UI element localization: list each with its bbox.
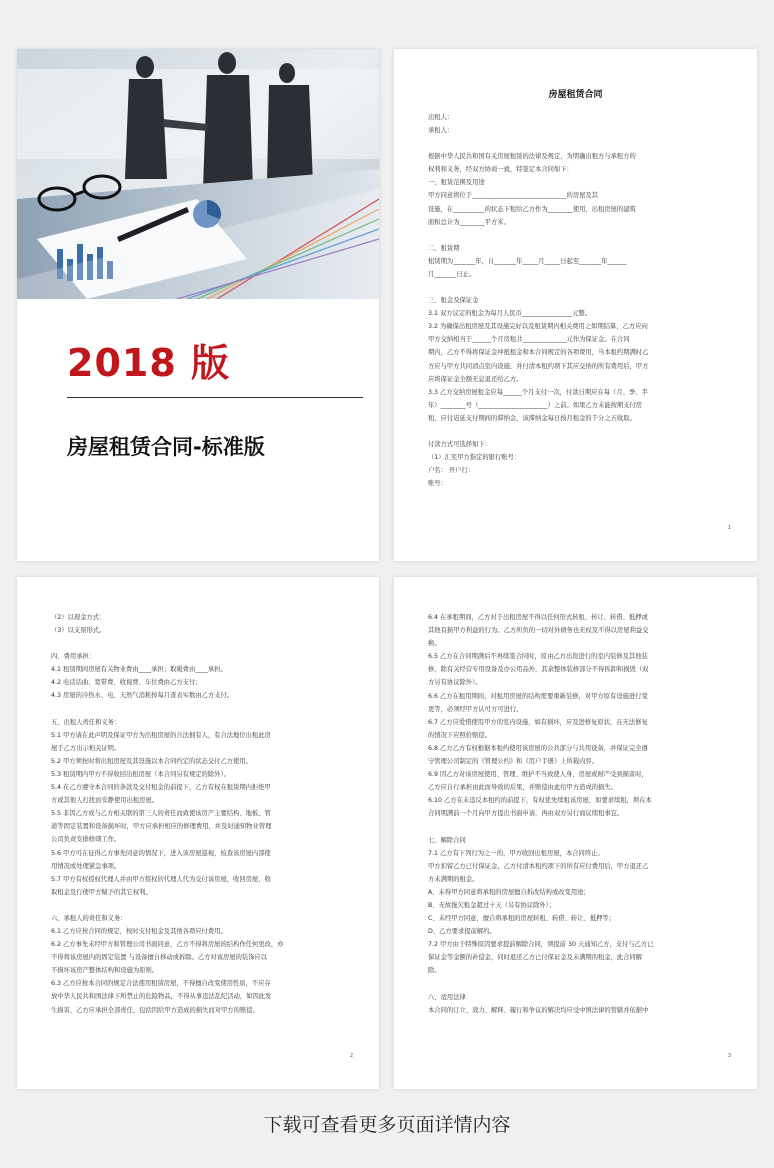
text-line: 3.3 乙方交纳房屋租金应每______个月支付一次，付款日期应在每（月、季、半 xyxy=(428,388,648,396)
cover-photo xyxy=(17,49,379,299)
text-line: 应将保证金全额无息退还给乙方。 xyxy=(428,375,523,383)
text-line: 更等，必须经甲方认可方可进行。 xyxy=(428,705,523,713)
text-line: 6.5 乙方在合同期满后不再续签合同时，原由乙方出资进行的室内装修及其他装 xyxy=(428,653,648,661)
text-line: 根据中华人民共和国有关房屋租赁的法律及规定，为明确出租方与承租方的 xyxy=(428,153,636,161)
text-line: D、乙方要求提前解约。 xyxy=(428,928,496,936)
page-2-body xyxy=(51,611,349,1017)
text-line: 期内，乙方不得将保证金冲抵租金和本合同规定的各项费用，当本租约期满时乙 xyxy=(428,349,649,357)
text-line: 6.10 乙方在未违反本租约的前提下，有权优先续租该房屋，如要求续租，须在本 xyxy=(428,797,652,805)
text-line xyxy=(428,978,727,991)
text-line: 用情况或处理紧急事项。 xyxy=(51,862,121,870)
text-line: 本合同的订立、效力、解释、履行和争议的解决均应受中国法律的管辖并依据中 xyxy=(428,1006,649,1014)
text-line: 换。 xyxy=(428,640,441,648)
text-line: 5.4 在乙方遵守本合同的条款及交付租金的前提下，乙方有权在租赁期内拒绝甲 xyxy=(51,784,271,792)
text-line: A、未得甲方同意将承租的房屋擅自拆改结构或改变用途； xyxy=(428,888,590,896)
page-number: 2 xyxy=(349,1053,353,1059)
text-line: 方另有协议除外）。 xyxy=(428,679,482,687)
text-line: （2）以现金方式： xyxy=(51,614,106,621)
text-line: 生损害，乙方应承担全部责任，包括因给甲方造成的损失而对甲方的赔偿。 xyxy=(51,1006,259,1014)
text-line xyxy=(51,899,349,912)
text-line: 3.2 为确保出租房屋及其设施完好以及租赁期内相关费用之如期结算，乙方应向 xyxy=(428,323,648,331)
page-number: 3 xyxy=(727,1053,731,1059)
text-line: 承租人： xyxy=(428,127,454,135)
text-line: 5.3 租赁期内甲方不得收回出租房屋（本合同另有规定的除外）。 xyxy=(51,770,230,778)
text-line: 5.1 甲方请在此声明及保证甲方为出租房屋的合法拥有人，有合法地位出租此房 xyxy=(51,731,271,739)
text-line: 3.1 双方议定的租金为每月人民币________________元整。 xyxy=(428,310,592,318)
text-line: 账号： xyxy=(428,480,447,488)
text-line: 面积总计为________平方米。 xyxy=(428,218,510,226)
text-line: 月_______日止。 xyxy=(428,270,476,278)
text-line: 6.2 乙方事先未经甲方和管理公司书面同意，乙方不得将房屋的结构作任何更改，亦 xyxy=(51,941,284,949)
cover-title: 房屋租赁合同-标准版 xyxy=(67,435,265,459)
text-line: 八、适用法律 xyxy=(428,993,466,1001)
text-line: B、无故拖欠租金超过十天（另有协议除外）； xyxy=(428,901,556,909)
cover-page xyxy=(17,49,379,561)
text-line: 7.1 乙方有下列行为之一的，甲方收回出租房屋，本合同终止。 xyxy=(428,849,604,857)
text-line: 的情况下应照价赔偿。 xyxy=(428,731,491,739)
text-line xyxy=(428,281,727,294)
text-line: 其他有损甲方利益的行为。乙方所负的一切对外债务也无权及不得以房屋利益交 xyxy=(428,627,649,635)
text-line: 甲方同意将位于______________________________的房屋及其 xyxy=(428,192,599,200)
text-line: 乙方应自行承担由此而导致的后果，并赔偿由此给甲方造成的损失。 xyxy=(428,784,617,792)
text-line: 6.4 在承租期间，乙方对于出租房屋不得以任何形式转租、转让、转借、抵押或 xyxy=(428,614,648,621)
document-page-3 xyxy=(394,577,757,1089)
download-more-prompt[interactable]: 下载可查看更多页面详情内容 xyxy=(263,1114,511,1136)
text-line: 除。 xyxy=(428,967,441,975)
text-line: 5.2 甲方须按时将出租房屋及其设施以本合同约定的状态交付乙方使用。 xyxy=(51,757,252,765)
text-line xyxy=(51,637,349,650)
document-page-2 xyxy=(17,577,379,1089)
text-line: 户名： 开户行： xyxy=(428,467,475,475)
text-line: C、未经甲方同意，擅自将承租的房屋转租、转借、转让、抵押等； xyxy=(428,915,616,923)
text-line: 6.3 乙方应按本合同的规定合法使用租赁房屋，不得擅自改变使用性质，不应存 xyxy=(51,980,271,988)
page-3-body xyxy=(428,611,727,1017)
text-line: 5.7 甲方有权授权代理人并由甲方授权的代理人代为交付该房屋，收回房屋，收 xyxy=(51,875,271,883)
text-line: 一、租赁范围及用途 xyxy=(428,179,485,187)
text-line: 修，除有关经营专用设备及办公用品外，其余整体装修部分不得拆卸和损毁（双 xyxy=(428,666,649,674)
text-line: 方应与甲方共同清点室内设施，并付清本租约项下其应交纳的所有费用后，甲方 xyxy=(428,362,649,370)
text-line: 设施，在__________的状态下租给乙方作为________使用，出租房屋的建筑 xyxy=(428,205,636,213)
text-line: 五、出租人责任和义务： xyxy=(51,718,121,726)
text-line: 5.6 甲方可在征得乙方事先同意的情况下，进入该房屋巡视，检查该房屋内部使 xyxy=(51,849,271,857)
text-line xyxy=(428,821,727,834)
text-line: 放中华人民共和国法律下所禁止的危险物品，不得从事违法乱纪活动，如因此发 xyxy=(51,993,272,1001)
text-line: 二、租赁期 xyxy=(428,244,460,252)
text-line: 三、租金及保证金 xyxy=(428,297,479,305)
page-number: 1 xyxy=(727,525,731,531)
text-line: 道等固定装置和设备损坏时，甲方应承担相应的修理费用，并及时通知物业管理 xyxy=(51,823,272,831)
text-line: 不得将该房屋内的固定装置 与设备擅自移动或拆除。乙方对该房屋的装饰应以 xyxy=(51,954,268,962)
text-line: 4.1 租赁期间房屋有关物业费由____承担；取暖费由____承担。 xyxy=(51,666,227,674)
text-line: 方未满期的租金。 xyxy=(428,875,479,883)
text-line: 6.9 因乙方对该房屋使用、管理、维护不当致使人身、房屋或财产受到损害时， xyxy=(428,771,648,779)
text-line: 合同期满前一个月向甲方提出书面申请，再由双方另行商议续租事宜。 xyxy=(428,810,624,818)
cover-year: 2018 版 xyxy=(67,341,230,385)
text-line: 方或其他人打扰而安静使用出租房屋。 xyxy=(51,797,159,805)
contract-title: 房屋租赁合同 xyxy=(548,90,603,100)
text-line: 年）________号（______________________）之前。如果乙方未能按期支付房 xyxy=(428,401,643,409)
document-page-1 xyxy=(394,49,757,561)
text-line: 四、费用承担： xyxy=(51,653,96,661)
text-line: 6.7 乙方应爱惜使用甲方的室内设施，如有损坏，应及进修复原状，在无法修复 xyxy=(428,718,648,726)
text-line xyxy=(428,137,727,150)
text-line: 付款方式可选择如下： xyxy=(428,440,491,448)
text-line: 甲方交纳相当于______个月房租共______________元作为保证金。在合同 xyxy=(428,336,630,344)
text-line: 甲方扣留乙方已付保证金，乙方付清本租约项下的所有应付费用后，甲方退还乙 xyxy=(428,862,649,870)
cover-divider xyxy=(67,397,363,398)
text-line: （1）汇至甲方指定的银行账号： xyxy=(428,454,521,462)
text-line: 租，应付迟延支付期间的滞纳金，该滞纳金每日按月租金的千分之五收取。 xyxy=(428,414,636,422)
text-line: 租赁期为_______年，自_______年_____月_____日起至_______年______ xyxy=(428,257,627,265)
text-line xyxy=(428,229,727,242)
text-line: 守管理公司制定的《管理公约》和《用户手册》上所载内容。 xyxy=(428,758,599,766)
page-1-body xyxy=(428,111,727,490)
text-line: 七、解除合同 xyxy=(428,836,466,844)
text-line: 不损坏该房产整体结构和设施为原则。 xyxy=(51,967,159,975)
text-line: 公司负责安排修缮工作。 xyxy=(51,836,121,844)
text-line: 权利和义务，经双方协商一致，特签定本合同如下： xyxy=(428,166,573,174)
text-line: 出租人： xyxy=(428,114,454,121)
text-line xyxy=(428,425,727,438)
text-line xyxy=(51,703,349,716)
text-line: 取租金及行使甲方赋予的其它权利。 xyxy=(51,888,152,896)
text-line: 6.1 乙方应按合同的规定，按时支付租金及其他各项应付费用。 xyxy=(51,927,227,935)
text-line: 6.8 乙方乙方有权根据本租约使用该房屋的公共部分与共用设备，并保证完全遵 xyxy=(428,744,648,752)
text-line: 屋于乙方出示相关证明。 xyxy=(51,744,121,752)
text-line: 5.5 非因乙方或与乙方相关联的第三人的责任而致使该房产主要结构、地板、管 xyxy=(51,810,271,818)
text-line: 六、承租人的责任和义务： xyxy=(51,914,127,922)
text-line: （3）以支票形式。 xyxy=(51,627,106,635)
text-line: 4.3 房屋的冷热水、电、天然气消耗按每月查表实数由乙方支付。 xyxy=(51,692,234,700)
text-line: 7.2 甲方由于特殊原因要求提前解除合同，须提前 30 天通知乙方，支付与乙方已 xyxy=(428,941,654,949)
text-line: 保证金等金额的补偿金，同时退还乙方已付保证金及未满期的租金，此合同解 xyxy=(428,954,643,962)
text-line: 6.6 乙方在租用期间，对租用房屋的结构需要重新装修，对甲方原有设施进行变 xyxy=(428,692,648,700)
text-line: 4.2 电话话曲、宽带费、收视费、车位费由乙方支付； xyxy=(51,679,202,687)
